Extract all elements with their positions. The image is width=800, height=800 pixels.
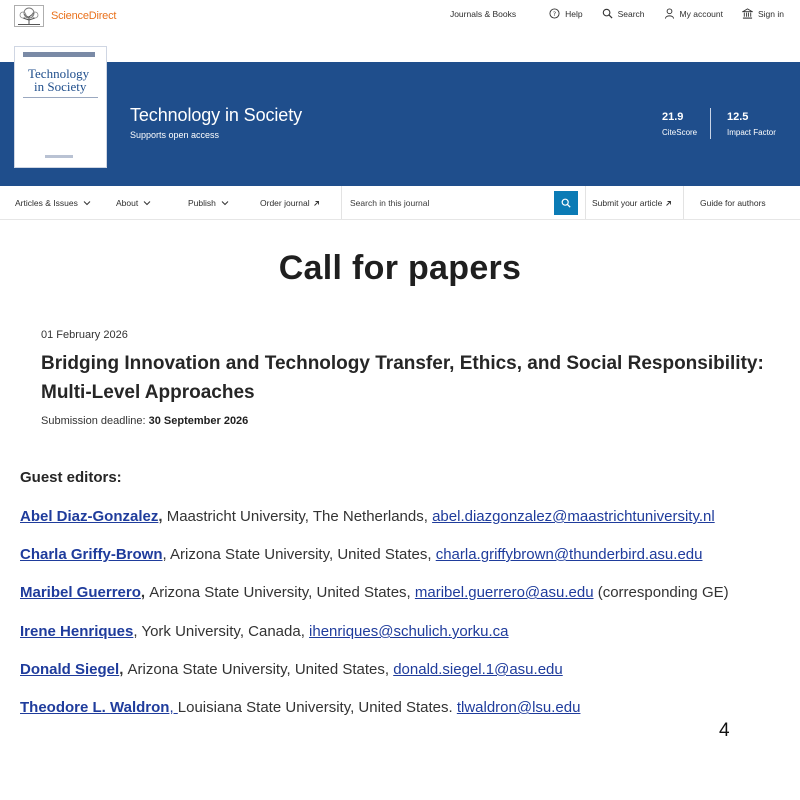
sign-in-link[interactable]: [742, 8, 784, 19]
editor-email-link[interactable]: charla.griffybrown@thunderbird.asu.edu: [435, 546, 703, 563]
editor-entry: [20, 584, 729, 601]
editor-name-link[interactable]: Abel Diaz-Gonzalez: [20, 508, 159, 525]
cover-header-strip: [23, 52, 95, 57]
cover-title: [28, 67, 89, 93]
publish-menu[interactable]: [188, 198, 229, 208]
editor-email-link[interactable]: ihenriques@schulich.yorku.ca: [309, 623, 509, 640]
institution-icon: [742, 8, 753, 19]
editor-entry: [20, 546, 702, 563]
journal-search-input[interactable]: [344, 193, 549, 213]
search-label: Search: [617, 8, 645, 19]
editor-name-link[interactable]: Maribel Guerrero: [20, 584, 141, 601]
svg-text:?: ?: [552, 9, 557, 18]
journals-books-label: Journals & Books: [449, 8, 517, 19]
help-link[interactable]: [549, 8, 582, 19]
submit-article-link[interactable]: [592, 198, 672, 208]
sciencedirect-wordmark: ScienceDirect: [51, 10, 117, 22]
order-journal-link[interactable]: [260, 198, 320, 208]
cover-title-line1: Technology: [28, 66, 90, 81]
about-menu[interactable]: [116, 198, 151, 208]
editor-separator: ,: [119, 661, 128, 678]
publish-label: Publish: [188, 198, 216, 208]
guide-for-authors-link[interactable]: [700, 198, 766, 208]
nav-divider: [585, 186, 586, 219]
citescore-label: CiteScore: [662, 128, 698, 137]
impact-factor-label: Impact Factor: [727, 128, 776, 137]
top-bar: [0, 0, 800, 32]
my-account-label: My account: [679, 8, 723, 19]
top-links: [431, 8, 784, 19]
cover-footer-mark: [45, 155, 73, 158]
cover-rule: [23, 97, 98, 98]
editor-affiliation: York University, Canada,: [141, 623, 310, 640]
sign-in-label: Sign in: [758, 8, 784, 19]
editor-affiliation: Maastricht University, The Netherlands,: [166, 508, 433, 525]
submit-article-label: Submit your article: [592, 198, 663, 208]
search-icon: [561, 198, 571, 208]
guide-for-authors-label: Guide for authors: [700, 198, 766, 208]
editor-affiliation: Arizona State University, United States,: [127, 661, 394, 678]
elsevier-tree-icon: [14, 5, 44, 27]
person-icon: [664, 8, 675, 19]
editor-name-link[interactable]: Irene Henriques: [20, 623, 134, 640]
editor-email-link[interactable]: tlwaldron@lsu.edu: [456, 699, 581, 716]
editor-separator: ,: [140, 584, 150, 601]
cfp-date: 01 February 2026: [41, 329, 128, 341]
citescore-value: 21.9: [662, 111, 684, 123]
editor-separator: ,: [133, 623, 142, 640]
editor-separator: ,: [162, 546, 171, 563]
editor-name-link[interactable]: Donald Siegel: [20, 661, 120, 678]
editor-name-link[interactable]: Charla Griffy-Brown: [20, 546, 163, 563]
cfp-title: Bridging Innovation and Technology Transfer, Ethics, and Social Responsibility: Multi-Level Approaches: [41, 353, 764, 403]
editor-separator: ,: [158, 508, 167, 525]
search-icon: [602, 8, 613, 19]
page-title: Call for papers: [278, 249, 522, 287]
help-label: Help: [565, 8, 583, 19]
journal-banner: [0, 62, 800, 186]
editor-email-link[interactable]: abel.diazgonzalez@maastrichtuniversity.nl: [432, 508, 715, 525]
editor-affiliation: Arizona State University, United States,: [149, 584, 415, 601]
chevron-down-icon: [143, 199, 151, 207]
editor-entry: [20, 661, 563, 678]
journals-books-link[interactable]: [450, 9, 516, 19]
editor-email-link[interactable]: donald.siegel.1@asu.edu: [393, 661, 563, 678]
journal-nav: [0, 186, 800, 220]
metric-divider: [710, 108, 711, 139]
editor-entry: [20, 508, 715, 525]
chevron-down-icon: [83, 199, 91, 207]
nav-divider: [683, 186, 684, 219]
page-number: 4: [719, 720, 730, 741]
chevron-down-icon: [221, 199, 229, 207]
open-access-note: Supports open access: [130, 130, 220, 140]
editor-email-link[interactable]: maribel.guerrero@asu.edu: [414, 584, 594, 601]
citescore-metric[interactable]: [662, 111, 697, 137]
editor-separator: ,: [169, 699, 178, 716]
search-link[interactable]: [602, 8, 645, 19]
help-icon: [549, 8, 560, 19]
journal-search-button[interactable]: [554, 191, 578, 215]
editor-role-note: (corresponding GE): [593, 584, 729, 601]
articles-issues-menu[interactable]: [15, 198, 91, 208]
editor-affiliation: Louisiana State University, United States.: [177, 699, 457, 716]
about-label: About: [116, 198, 139, 208]
deadline-label: Submission deadline:: [41, 415, 149, 427]
submission-deadline: [41, 415, 248, 427]
impact-factor-value: 12.5: [727, 111, 749, 123]
nav-divider: [341, 186, 342, 219]
editor-entry: [20, 699, 580, 716]
editor-entry: [20, 623, 509, 640]
external-link-icon: [313, 200, 320, 207]
journal-title[interactable]: Technology in Society: [130, 105, 303, 125]
sciencedirect-logo[interactable]: [14, 5, 116, 27]
deadline-value: 30 September 2026: [148, 415, 249, 427]
editor-name-link[interactable]: Theodore L. Waldron: [20, 699, 170, 716]
my-account-link[interactable]: [664, 8, 723, 19]
cover-title-line2: in Society: [34, 79, 87, 94]
editor-affiliation: Arizona State University, United States,: [170, 546, 436, 563]
order-journal-label: Order journal: [260, 198, 310, 208]
journal-cover-image[interactable]: [15, 47, 106, 167]
articles-issues-label: Articles & Issues: [15, 198, 78, 208]
external-link-icon: [665, 200, 672, 207]
guest-editors-heading: Guest editors:: [20, 469, 122, 486]
impact-factor-metric[interactable]: [727, 111, 776, 137]
